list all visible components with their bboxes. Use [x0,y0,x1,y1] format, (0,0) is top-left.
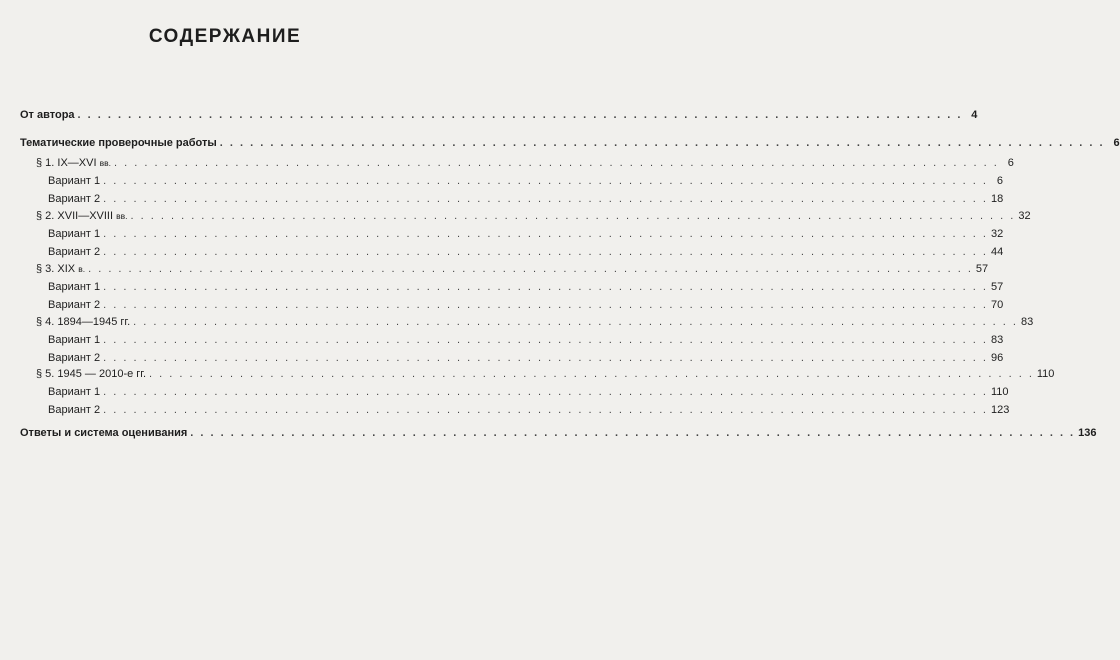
toc-variant-1-2[interactable] [48,190,1004,208]
dot-leader: . . . . . . . . . . . . . . . . . . . . . . . . . . . . . . . . . . . . . . . . . . . . . . . . . . . . . . . . . . . . . . . . . . . . . . . . . . . . . . . . . . . . . . . . [190,427,1076,439]
toc-entry-answers[interactable] [20,424,1097,442]
toc-entry-page: 136 [1078,427,1097,439]
toc-entry-page: 83 [1020,316,1034,328]
toc-entry-label: Вариант 2 [48,404,101,416]
dot-leader: . . . . . . . . . . . . . . . . . . . . . . . . . . . . . . . . . . . . . . . . . . . . . . . . . . . . . . . . . . . . . . . . . . . . . . . . . . . . . . . . . . . . . . . . [103,334,988,346]
toc-entry-label: Вариант 2 [48,246,101,258]
dot-leader: . . . . . . . . . . . . . . . . . . . . . . . . . . . . . . . . . . . . . . . . . . . . . . . . . . . . . . . . . . . . . . . . . . . . . . . . . . . . . . . . . . . . . . . . [103,246,988,258]
dot-leader: . . . . . . . . . . . . . . . . . . . . . . . . . . . . . . . . . . . . . . . . . . . . . . . . . . . . . . . . . . . . . . . . . . . . . . . . . . . . . . . . . . . . . . . . [130,210,1016,222]
toc-variant-5-1[interactable] [48,383,1009,401]
dot-leader: . . . . . . . . . . . . . . . . . . . . . . . . . . . . . . . . . . . . . . . . . . . . . . . . . . . . . . . . . . . . . . . . . . . . . . . . . . . . . . . . . . . . . . . . [103,175,988,187]
toc-entry-label: От автора [20,109,75,121]
toc-entry-label: § 1. IX—XVI вв. [36,157,111,169]
toc-entry-label: Вариант 1 [48,386,101,398]
toc-entry-page: 32 [990,228,1004,240]
dot-leader: . . . . . . . . . . . . . . . . . . . . . . . . . . . . . . . . . . . . . . . . . . . . . . . . . . . . . . . . . . . . . . . . . . . . . . . . . . . . . . . . . . . . . . . . [103,281,988,293]
toc-section-2[interactable] [36,207,1031,225]
toc-variant-2-2[interactable] [48,243,1004,261]
toc-entry-label: § 4. 1894—1945 гг. [36,316,131,328]
toc-variant-4-1[interactable] [48,331,1004,349]
dot-leader: . . . . . . . . . . . . . . . . . . . . . . . . . . . . . . . . . . . . . . . . . . . . . . . . . . . . . . . . . . . . . . . . . . . . . . . . . . . . . . . . . . . . . . . . [103,404,988,416]
toc-entry-page: 57 [990,281,1004,293]
toc-entry-page: 6 [1113,137,1120,149]
toc-entry-page: 110 [1036,368,1055,380]
toc-entry-page: 57 [975,263,989,275]
dot-leader: . . . . . . . . . . . . . . . . . . . . . . . . . . . . . . . . . . . . . . . . . . . . . . . . . . . . . . . . . . . . . . . . . . . . . . . . . . . . . . . . . . . . . . . . [219,137,1105,149]
toc-entry-author[interactable] [20,106,978,124]
toc-entry-page: 6 [996,175,1003,187]
toc-section-3[interactable] [36,260,989,278]
toc-entry-label: Вариант 1 [48,281,101,293]
dot-leader: . . . . . . . . . . . . . . . . . . . . . . . . . . . . . . . . . . . . . . . . . . . . . . . . . . . . . . . . . . . . . . . . . . . . . . . . . . . . . . . . . . . . . . . . [133,316,1018,328]
toc-variant-3-1[interactable] [48,278,1004,296]
dot-leader: . . . . . . . . . . . . . . . . . . . . . . . . . . . . . . . . . . . . . . . . . . . . . . . . . . . . . . . . . . . . . . . . . . . . . . . . . . . . . . . . . . . . . . . . [103,228,988,240]
dot-leader: . . . . . . . . . . . . . . . . . . . . . . . . . . . . . . . . . . . . . . . . . . . . . . . . . . . . . . . . . . . . . . . . . . . . . . . . . . . . . . . . . . . . . . . . [103,386,988,398]
toc-entry-page: 18 [990,193,1004,205]
toc-entry-label: Вариант 2 [48,193,101,205]
toc-entry-page: 6 [1007,157,1014,169]
toc-entry-label: Вариант 1 [48,334,101,346]
toc-entry-page: 110 [990,386,1009,398]
toc-entry-page: 70 [990,299,1004,311]
toc-entry-page: 123 [990,404,1010,416]
dot-leader: . . . . . . . . . . . . . . . . . . . . . . . . . . . . . . . . . . . . . . . . . . . . . . . . . . . . . . . . . . . . . . . . . . . . . . . . . . . . . . . . . . . . . . . . [88,263,973,275]
page-title: СОДЕРЖАНИЕ [148,26,302,47]
toc-entry-label: Вариант 1 [48,228,101,240]
toc-section-4[interactable] [36,313,1034,331]
toc-variant-5-2[interactable] [48,401,1010,419]
toc-entry-page: 96 [990,352,1004,364]
toc-entry-page: 32 [1018,210,1031,222]
toc-entry-label: Ответы и система оценивания [20,427,188,439]
dot-leader: . . . . . . . . . . . . . . . . . . . . . . . . . . . . . . . . . . . . . . . . . . . . . . . . . . . . . . . . . . . . . . . . . . . . . . . . . . . . . . . . . . . . . . . . [103,352,988,364]
toc-entry-label: Вариант 1 [48,175,101,187]
toc-entry-label: § 5. 1945 — 2010-е гг. [36,368,147,380]
dot-leader: . . . . . . . . . . . . . . . . . . . . . . . . . . . . . . . . . . . . . . . . . . . . . . . . . . . . . . . . . . . . . . . . . . . . . . . . . . . . . . . . . . . . . . . . [103,299,988,311]
toc-entry-label: Тематические проверочные работы [20,137,217,149]
toc-entry-label: Вариант 2 [48,352,101,364]
toc-entry-label: Вариант 2 [48,299,101,311]
toc-entry-page: 44 [990,246,1004,258]
dot-leader: . . . . . . . . . . . . . . . . . . . . . . . . . . . . . . . . . . . . . . . . . . . . . . . . . . . . . . . . . . . . . . . . . . . . . . . . . . . . . . . . . . . . . . . . [103,193,988,205]
toc-entry-label: § 3. XIX в. [36,263,86,275]
dot-leader: . . . . . . . . . . . . . . . . . . . . . . . . . . . . . . . . . . . . . . . . . . . . . . . . . . . . . . . . . . . . . . . . . . . . . . . . . . . . . . . . . . . . . . . . [77,109,963,121]
toc-variant-1-1[interactable] [48,172,1003,190]
toc-entry-label: § 2. XVII—XVIII вв. [36,210,128,222]
toc-section-1[interactable] [36,154,1014,172]
toc-entry-page: 4 [971,109,978,121]
toc-entry-page: 83 [990,334,1004,346]
toc-entry-thematic[interactable] [20,134,1120,152]
toc-variant-3-2[interactable] [48,296,1004,314]
dot-leader: . . . . . . . . . . . . . . . . . . . . . . . . . . . . . . . . . . . . . . . . . . . . . . . . . . . . . . . . . . . . . . . . . . . . . . . . . . . . . . . . . . . . . . . . [114,157,999,169]
toc-section-5[interactable] [36,365,1055,383]
toc-variant-2-1[interactable] [48,225,1004,243]
dot-leader: . . . . . . . . . . . . . . . . . . . . . . . . . . . . . . . . . . . . . . . . . . . . . . . . . . . . . . . . . . . . . . . . . . . . . . . . . . . . . . . . . . . . . . . . [149,368,1034,380]
